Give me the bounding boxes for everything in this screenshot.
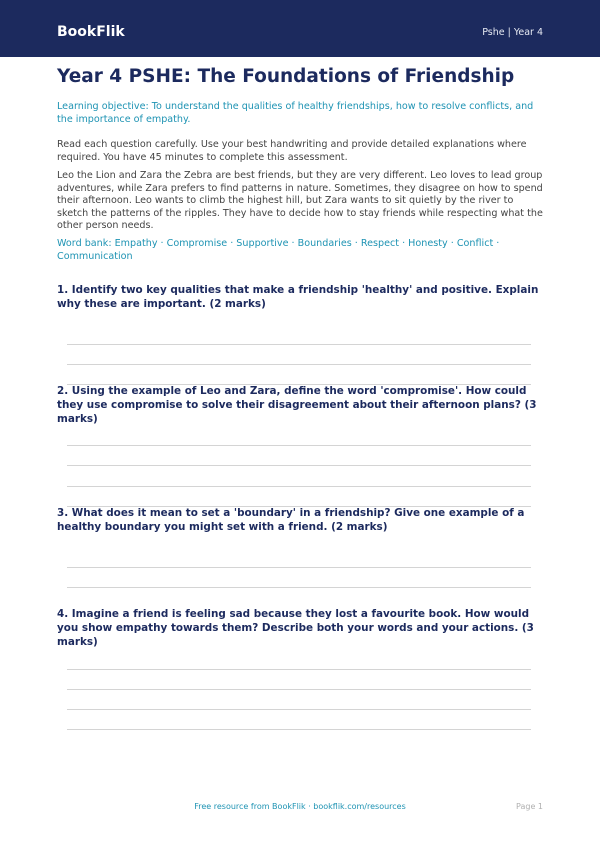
word-bank: Word bank: Empathy · Compromise · Supportive · Boundaries · Respect · Honesty · Conflict · Communication [57, 238, 500, 262]
brand-logo[interactable]: BookFlik [57, 24, 125, 40]
answer-line[interactable] [67, 567, 531, 568]
breadcrumb: Pshe | Year 4 [482, 27, 543, 38]
answer-line[interactable] [67, 587, 531, 588]
question-2: 2. Using the example of Leo and Zara, define the word 'compromise'. How could they use compromise to solve their disagreement about their afternoon plans? (3 marks) [57, 385, 537, 425]
answer-line[interactable] [67, 465, 531, 466]
answer-line[interactable] [67, 384, 531, 385]
answer-line[interactable] [67, 669, 531, 670]
answer-line[interactable] [67, 689, 531, 690]
answer-line[interactable] [67, 729, 531, 730]
question-1: 1. Identify two key qualities that make a friendship 'healthy' and positive. Explain why these are important. (2 marks) [57, 284, 539, 310]
footer-link[interactable]: Free resource from BookFlik · bookflik.com/resources [194, 802, 406, 811]
answer-line[interactable] [67, 506, 531, 507]
answer-line[interactable] [67, 364, 531, 365]
answer-line[interactable] [67, 486, 531, 487]
page-number: Page 1 [516, 802, 543, 811]
answer-line[interactable] [67, 445, 531, 446]
scenario-text: Leo the Lion and Zara the Zebra are best friends, but they are very different. Leo loves to lead group adventures, while Zara prefers to find patterns in nature. Sometimes, they disagree on how to spend their afternoon. Leo wants to climb the highest hill, but Zara wants to sit quietly by the river to sketch the patterns of the ripples. They have to decide how to stay friends while respecting what the other person needs. [57, 170, 543, 231]
question-3: 3. What does it mean to set a 'boundary' in a friendship? Give one example of a healthy boundary you might set with a friend. (2 marks) [57, 507, 525, 533]
answer-line[interactable] [67, 709, 531, 710]
answer-line[interactable] [67, 344, 531, 345]
header-bar [0, 0, 600, 57]
question-4: 4. Imagine a friend is feeling sad because they lost a favourite book. How would you show empathy towards them? Describe both your words and your actions. (3 marks) [57, 608, 534, 648]
page-title: Year 4 PSHE: The Foundations of Friendship [57, 66, 515, 87]
instructions: Read each question carefully. Use your best handwriting and provide detailed explanations where required. You have 45 minutes to complete this assessment. [57, 139, 527, 163]
learning-objective: Learning objective: To understand the qualities of healthy friendships, how to resolve conflicts, and the importance of empathy. [57, 101, 534, 125]
